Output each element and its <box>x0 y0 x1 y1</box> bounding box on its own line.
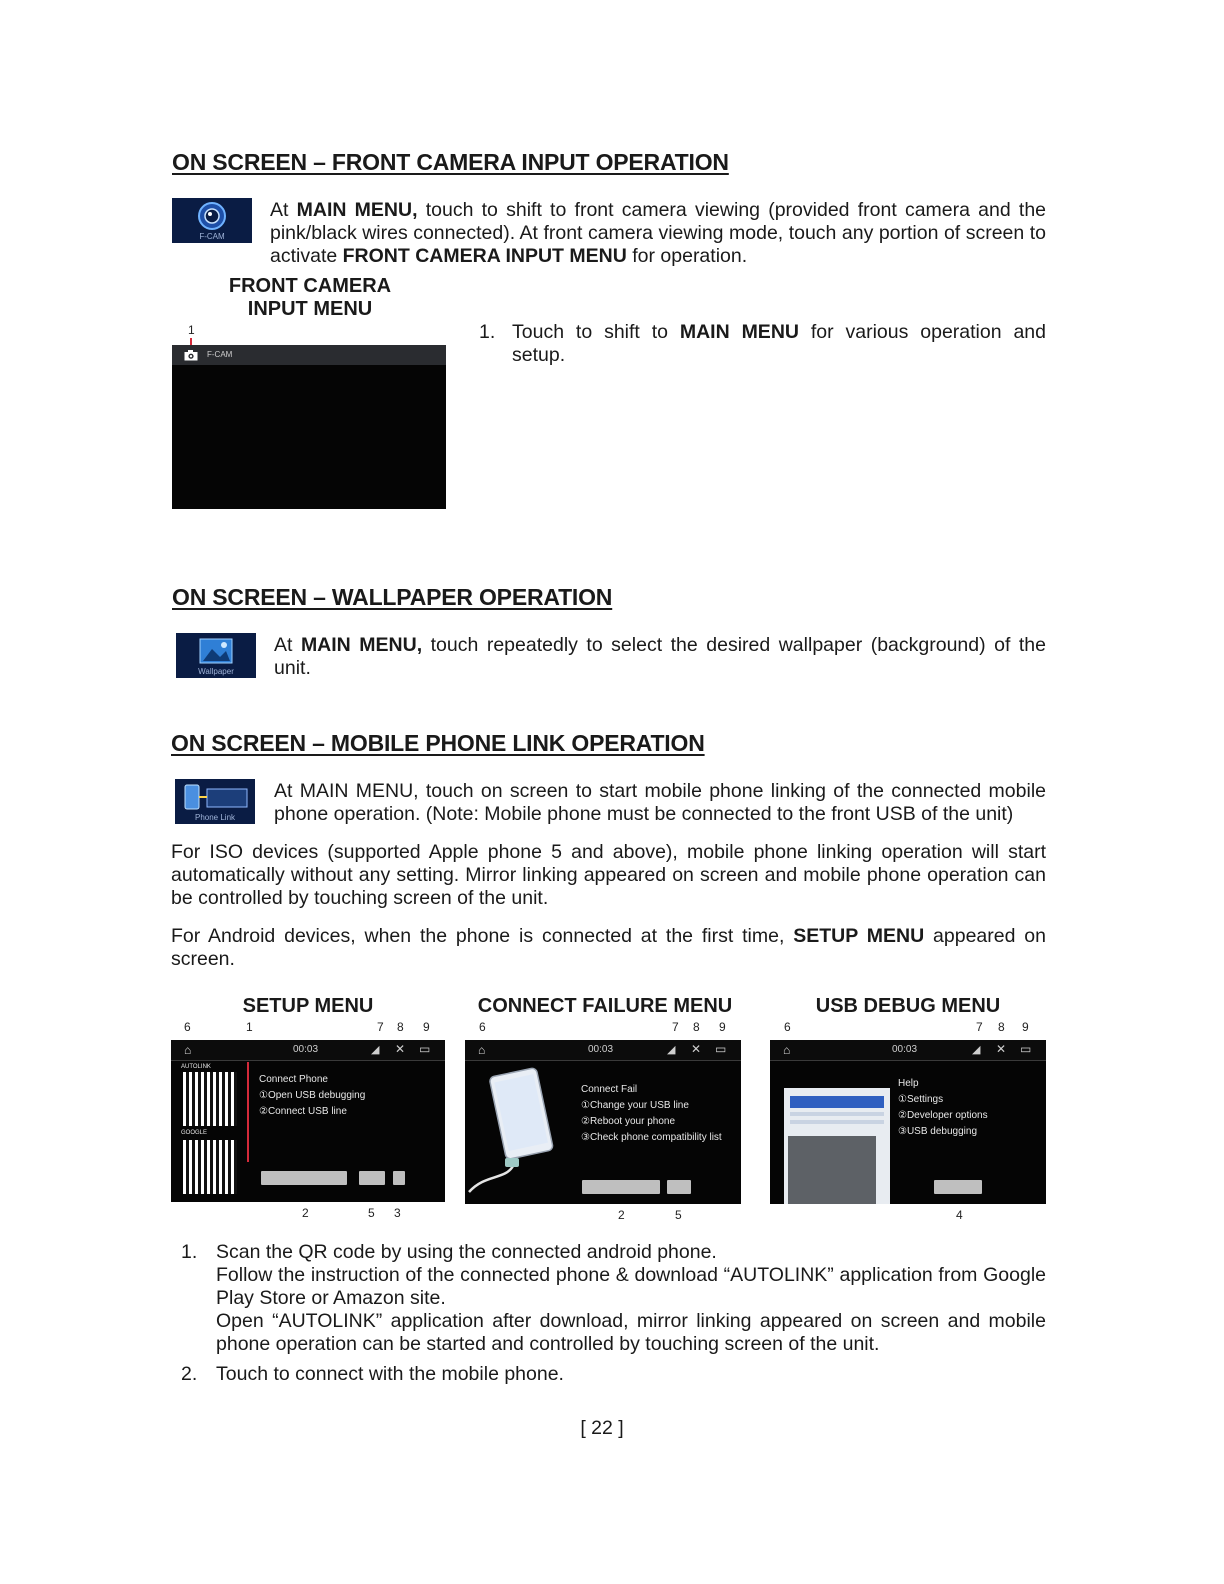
step-2-text: Touch to connect with the mobile phone. <box>216 1363 564 1385</box>
signal-icon: ◢ <box>667 1044 676 1056</box>
tools-icon[interactable]: ✕ <box>691 1042 702 1056</box>
wallpaper-icon-label: Wallpaper <box>198 667 234 676</box>
setup-exit-button[interactable] <box>359 1171 385 1185</box>
usb-callout-4: 4 <box>956 1208 963 1222</box>
signal-icon: ◢ <box>972 1044 981 1056</box>
front-camera-icon <box>172 198 252 243</box>
front-camera-step-number: 1. <box>479 321 496 343</box>
home-icon[interactable]: ⌂ <box>783 1043 791 1057</box>
phone-link-icon-label: Phone Link <box>194 813 236 822</box>
usb-ok-button[interactable] <box>934 1180 982 1194</box>
failure-callout-8: 8 <box>693 1020 700 1034</box>
setup-time: 00:03 <box>293 1044 319 1055</box>
front-camera-intro: At MAIN MENU, touch to shift to front camera viewing (provided front camera and the pink/black wires connected). At front camera viewing mode, touch any portion of screen to activate FRONT CAMERA INPUT MENU for operation. <box>270 199 1047 267</box>
failure-status-bar <box>465 1040 741 1061</box>
setup-callout-2: 2 <box>302 1206 309 1220</box>
step-1-text: Scan the QR code by using the connected android phone. Follow the instruction of the connected phone & download “AUTOLINK” application from Google Play Store or Amazon site. Open “AUTOLINK” application after download, mirror linking appeared on screen and mobile phone operation can be started and controlled by touching screen of the unit. <box>216 1241 1046 1355</box>
front-camera-screen[interactable] <box>172 345 446 509</box>
iso-devices-text: For ISO devices (supported Apple phone 5 and above), mobile phone linking operation will start automatically without any setting. Mirror linking appeared on screen and mobile phone operation can be controlled by touching screen of the unit. <box>171 841 1046 909</box>
setup-menu-title: SETUP MENU <box>242 995 374 1017</box>
setup-callout-7: 7 <box>377 1020 384 1034</box>
failure-retry-button[interactable] <box>582 1180 660 1194</box>
android-phone-screen-icon <box>784 1088 890 1204</box>
callout-1: 1 <box>188 323 195 337</box>
usb-status-bar <box>770 1040 1046 1061</box>
usb-debug-screen <box>770 1040 1046 1204</box>
connect-phone-button[interactable] <box>261 1171 347 1185</box>
wallpaper-text: At MAIN MENU, touch repeatedly to select the desired wallpaper (background) of the unit. <box>274 634 1046 679</box>
android-devices-text: For Android devices, when the phone is connected at the first time, SETUP MENU appeared on screen. <box>171 925 1046 970</box>
home-icon[interactable]: ⌂ <box>478 1043 486 1057</box>
setup-callout-1: 1 <box>246 1020 253 1034</box>
failure-exit-button[interactable] <box>667 1180 691 1194</box>
setup-callout-9: 9 <box>423 1020 430 1034</box>
setup-menu-screen <box>171 1040 445 1202</box>
usb-callout-8: 8 <box>998 1020 1005 1034</box>
failure-callout-7: 7 <box>672 1020 679 1034</box>
usb-callout-9: 9 <box>1022 1020 1029 1034</box>
usb-time: 00:03 <box>892 1044 918 1055</box>
setup-small-button[interactable] <box>393 1171 405 1185</box>
connect-failure-menu-title: CONNECT FAILURE MENU <box>477 995 733 1017</box>
failure-callout-5: 5 <box>675 1208 682 1222</box>
screen-icon[interactable]: ▭ <box>419 1042 431 1056</box>
camera-icon[interactable] <box>184 350 198 361</box>
connect-failure-screen <box>465 1040 741 1204</box>
failure-callout-2: 2 <box>618 1208 625 1222</box>
front-camera-heading: ON SCREEN – FRONT CAMERA INPUT OPERATION <box>172 149 729 175</box>
usb-debug-menu-title: USB DEBUG MENU <box>815 995 1001 1017</box>
wallpaper-icon <box>176 633 256 678</box>
front-camera-status-bar <box>172 345 446 365</box>
step-1-number: 1. <box>181 1241 198 1263</box>
failure-time: 00:03 <box>588 1044 614 1055</box>
screen-icon[interactable]: ▭ <box>1020 1042 1032 1056</box>
page-number: [ 22 ] <box>580 1417 624 1439</box>
tools-icon[interactable]: ✕ <box>996 1042 1007 1056</box>
setup-callout-3: 3 <box>394 1206 401 1220</box>
setup-callout-1-bracket <box>247 1062 249 1162</box>
failure-callout-6: 6 <box>479 1020 486 1034</box>
setup-status-bar <box>171 1040 445 1061</box>
usb-callout-6: 6 <box>784 1020 791 1034</box>
phone-link-intro: At MAIN MENU, touch on screen to start mobile phone linking of the connected mobile phone operation. (Note: Mobile phone must be connected to the front USB of the unit) <box>274 780 1046 825</box>
screen-icon[interactable]: ▭ <box>715 1042 727 1056</box>
front-camera-icon-label: F-CAM <box>199 232 225 241</box>
front-camera-menu-title: FRONT CAMERA INPUT MENU <box>228 275 392 320</box>
failure-callout-9: 9 <box>719 1020 726 1034</box>
home-icon[interactable]: ⌂ <box>184 1043 192 1057</box>
signal-icon: ◢ <box>371 1044 380 1056</box>
google-qr-code[interactable] <box>183 1140 237 1194</box>
phone-link-heading: ON SCREEN – MOBILE PHONE LINK OPERATION <box>171 730 705 756</box>
usb-menu-lines: Help ①Settings ②Developer options ③USB debugging <box>898 1078 988 1137</box>
phone-cable-illustration-icon <box>465 1062 575 1202</box>
qr-label-google: GOOGLE <box>181 1130 208 1136</box>
usb-callout-7: 7 <box>976 1020 983 1034</box>
setup-callout-6: 6 <box>184 1020 191 1034</box>
front-camera-screen-label: F-CAM <box>207 350 233 359</box>
phone-link-icon <box>175 779 255 824</box>
step-2-number: 2. <box>181 1363 198 1385</box>
front-camera-step-text: Touch to shift to MAIN MENU for various operation and setup. <box>512 321 1046 366</box>
tools-icon[interactable]: ✕ <box>395 1042 406 1056</box>
autolink-qr-code[interactable] <box>183 1072 237 1126</box>
setup-callout-8: 8 <box>397 1020 404 1034</box>
failure-menu-lines: Connect Fail ①Change your USB line ②Reboot your phone ③Check phone compatibility list <box>581 1084 722 1143</box>
wallpaper-heading: ON SCREEN – WALLPAPER OPERATION <box>172 584 613 610</box>
setup-callout-5: 5 <box>368 1206 375 1220</box>
setup-menu-lines: Connect Phone ①Open USB debugging ②Connect USB line <box>259 1074 366 1117</box>
qr-label-autolink: AUTOLINK <box>181 1064 211 1070</box>
